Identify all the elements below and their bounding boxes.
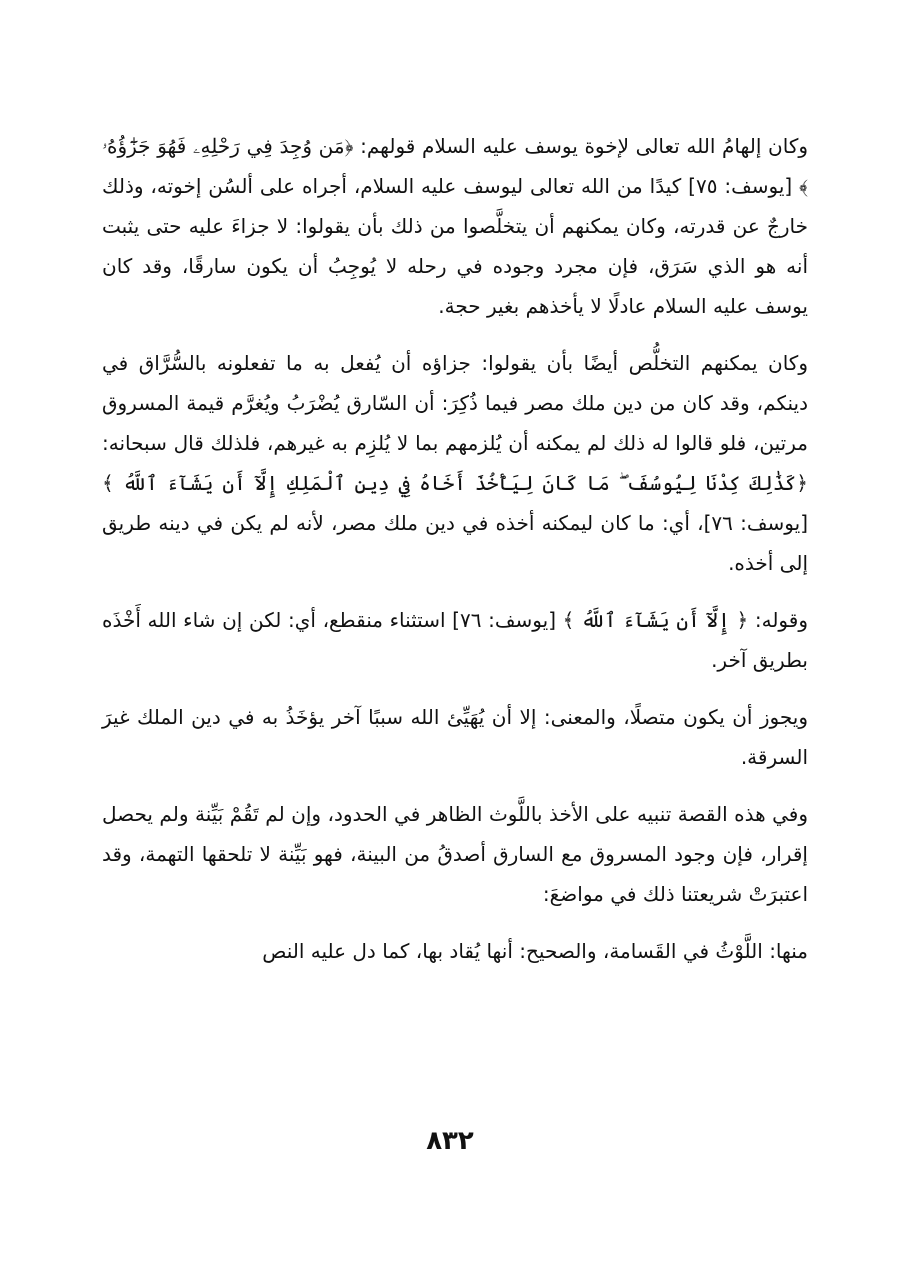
paragraph-text: [يوسف: ٧٥] كيدًا من الله تعالى ليوسف عليه السلام، أجراه على ألسُن إخوته، وذلك خارجٌ عن قدرته، وكان يمكنهم أن يتخلَّصوا من ذلك بأن يقولوا: لا جزاءَ عليه حتى يثبت أنه هو الذي سَرَق، فإن مجرد وجوده في رحله لا يُوجِبُ أن يكون سارقًا، وقد كان يوسف عليه السلام عادلًا لا يأخذهم بغير حجة.	[102, 174, 808, 318]
paragraph	[102, 600, 808, 680]
paragraph-text: ويجوز أن يكون متصلًا، والمعنى: إلا أن يُهَيِّئ الله سببًا آخر يؤخَذُ به في دين الملك غيرَ السرقة.	[102, 705, 808, 769]
paragraph-text: وكان يمكنهم التخلُّص أيضًا بأن يقولوا: جزاؤه أن يُفعل به ما تفعلونه بالسُّرَّاق في دينكم، وقد كان من دين ملك مصر فيما ذُكِرَ: أن السّارق يُضْرَبُ ويُغرَّم قيمة المسروق مرتين، فلو قالوا له ذلك لم يمكنه أن يُلزمهم بما لا يُلزِم به غيرهم، فلذلك قال سبحانه:	[102, 351, 808, 455]
page-number: ٨٣٢	[426, 1126, 474, 1156]
paragraph	[102, 794, 808, 914]
paragraph-text: منها: اللَّوْثُ في القَسامة، والصحيح: أنها يُقاد بها، كما دل عليه النص	[262, 939, 808, 963]
paragraph-text: وقوله:	[748, 608, 808, 632]
quran-verse: ﴿مَن وُجِدَ فِي رَحْلِهِۦ فَهُوَ جَزَٰٓؤُهُۥ ﴾	[102, 134, 808, 198]
paragraph-text: [يوسف: ٧٦]، أي: ما كان ليمكنه أخذه في دين ملك مصر، لأنه لم يكن في دينه طريق إلى أخذه.	[102, 511, 809, 575]
quran-verse: ﴿كَذَٰلِكَ كِدْنَا لِيُوسُفَ ۖ مَا كَانَ لِيَأْخُذَ أَخَاهُ فِي دِينِ ٱلْمَلِكِ إِلَّآ أَن يَشَآءَ ٱللَّهُ ﴾	[102, 471, 808, 495]
paragraph	[102, 126, 808, 326]
paragraph	[102, 697, 808, 777]
paragraph-text: وفي هذه القصة تنبيه على الأخذ باللَّوث الظاهر في الحدود، وإن لم تَقُمْ بَيِّنة ولم يحصل إقرار، فإن وجود المسروق مع السارق أصدقُ من البينة، فهو بَيِّنة لا تلحقها التهمة، وقد اعتبرَتْ شريعتنا ذلك في مواضعَ:	[102, 802, 808, 906]
paragraph	[102, 931, 808, 971]
paragraph-text: وكان إلهامُ الله تعالى لإخوة يوسف عليه السلام قولهم:	[353, 134, 809, 158]
paragraph	[102, 343, 808, 583]
body-text	[102, 126, 808, 971]
paragraph-text: [يوسف: ٧٦] استثناء منقطع، أي: لكن إن شاء الله أَخْذَه بطريق آخر.	[102, 608, 808, 672]
quran-verse: ﴿ إِلَّآ أَن يَشَآءَ ٱللَّهُ ﴾	[562, 608, 749, 632]
